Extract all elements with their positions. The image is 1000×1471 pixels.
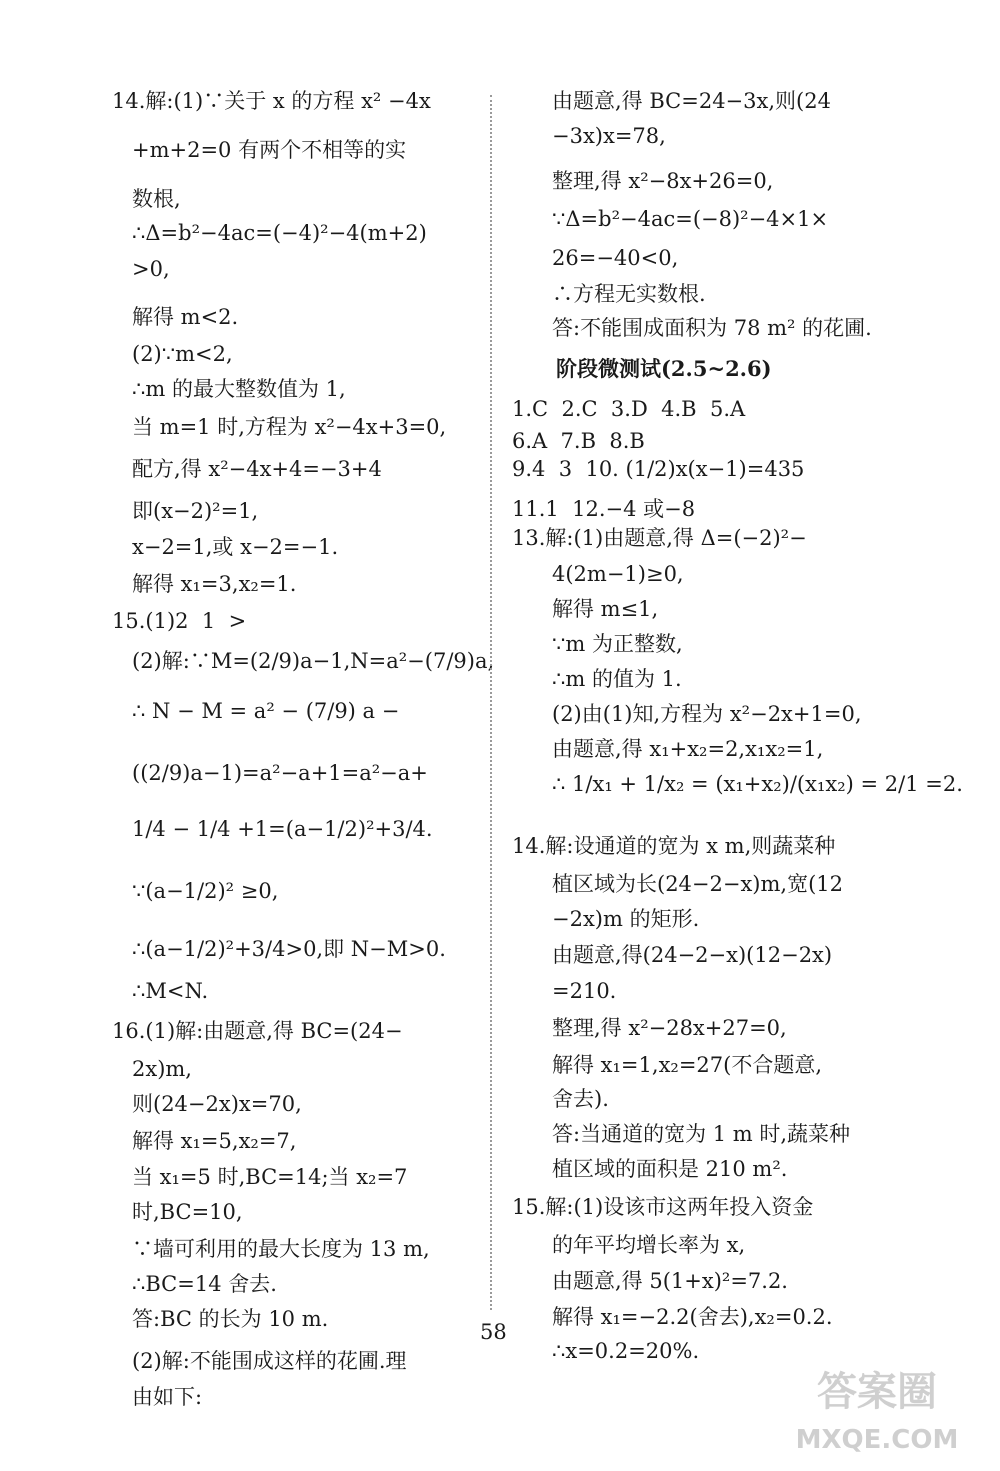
- right-text-line: 整理,得 x²−28x+27=0,: [552, 1016, 787, 1040]
- left-text-line: 解得 x₁=5,x₂=7,: [132, 1129, 297, 1153]
- right-text-line: 9.4 3 10. (1/2)x(x−1)=435: [512, 457, 805, 481]
- left-text-line: 则(24−2x)x=70,: [132, 1092, 302, 1116]
- left-text-line: ∵墙可利用的最大长度为 13 m,: [132, 1237, 430, 1261]
- left-text-line: (2)解:∵M=(2/9)a−1,N=a²−(7/9)a,: [132, 649, 495, 673]
- right-text-line: 由题意,得(24−2−x)(12−2x): [552, 943, 833, 967]
- right-text-line: 26=−40<0,: [552, 246, 679, 270]
- right-text-line: 答:当通道的宽为 1 m 时,蔬菜种: [552, 1122, 851, 1146]
- left-text-line: 由如下:: [132, 1385, 203, 1409]
- left-text-line: ∴Δ=b²−4ac=(−4)²−4(m+2): [132, 221, 427, 245]
- left-text-line: ∴BC=14 舍去.: [132, 1272, 277, 1296]
- right-text-line: ∴m 的值为 1.: [552, 667, 682, 691]
- right-text-line: 由题意,得 5(1+x)²=7.2.: [552, 1269, 788, 1293]
- right-text-line: 14.解:设通道的宽为 x m,则蔬菜种: [512, 834, 836, 858]
- right-text-line: 整理,得 x²−8x+26=0,: [552, 169, 774, 193]
- right-text-line: 舍去).: [552, 1087, 609, 1111]
- left-text-line: 解得 x₁=3,x₂=1.: [132, 572, 297, 596]
- left-text-line: 解得 m<2.: [132, 305, 239, 329]
- left-text-line: 16.(1)解:由题意,得 BC=(24−: [112, 1019, 403, 1043]
- left-text-line: 答:BC 的长为 10 m.: [132, 1307, 329, 1331]
- right-text-line: −3x)x=78,: [552, 124, 666, 148]
- right-text-line: 植区域的面积是 210 m².: [552, 1157, 788, 1181]
- right-text-line: ∴x=0.2=20%.: [552, 1339, 700, 1363]
- right-text-line: 植区域为长(24−2−x)m,宽(12: [552, 872, 844, 896]
- right-text-line: 的年平均增长率为 x,: [552, 1233, 746, 1257]
- left-text-line: ∴(a−1/2)²+3/4>0,即 N−M>0.: [132, 937, 446, 961]
- left-text-line: x−2=1,或 x−2=−1.: [132, 535, 339, 559]
- left-text-line: ((2/9)a−1)=a²−a+1=a²−a+: [132, 761, 428, 785]
- left-text-line: ∴M<N.: [132, 979, 209, 1003]
- right-text-line: ∵m 为正整数,: [552, 632, 683, 656]
- right-text-line: ∵Δ=b²−4ac=(−8)²−4×1×: [552, 207, 829, 231]
- right-text-line: 15.解:(1)设该市这两年投入资金: [512, 1195, 814, 1219]
- left-text-line: 时,BC=10,: [132, 1200, 243, 1224]
- left-text-line: 14.解:(1)∵关于 x 的方程 x² −4x: [112, 89, 431, 113]
- right-text-line: 11.1 12.−4 或−8: [512, 497, 696, 521]
- right-text-line: ∴方程无实数根.: [552, 282, 706, 306]
- watermark-url: MXQE.COM: [795, 1425, 959, 1455]
- right-text-line: 1.C 2.C 3.D 4.B 5.A: [512, 397, 746, 421]
- watermark-logo: [772, 1343, 982, 1463]
- left-text-line: 15.(1)2 1 >: [112, 609, 247, 633]
- left-text-line: 当 x₁=5 时,BC=14;当 x₂=7: [132, 1165, 408, 1189]
- right-text-line: 阶段微测试(2.5~2.6): [556, 356, 772, 381]
- left-text-line: ∴ N − M = a² − (7/9) a −: [132, 699, 400, 723]
- left-text-line: (2)解:不能围成这样的花圃.理: [132, 1349, 407, 1373]
- right-text-line: ∴ 1/x₁ + 1/x₂ = (x₁+x₂)/(x₁x₂) = 2/1 =2.: [552, 772, 963, 796]
- right-text-line: 由题意,得 BC=24−3x,则(24: [552, 89, 831, 113]
- column-divider: [490, 95, 492, 1310]
- left-text-line: 2x)m,: [132, 1057, 192, 1081]
- right-text-line: 解得 m≤1,: [552, 597, 659, 621]
- left-text-line: >0,: [132, 257, 170, 281]
- left-text-line: +m+2=0 有两个不相等的实: [132, 138, 407, 162]
- left-text-line: (2)∵m<2,: [132, 342, 233, 366]
- left-text-line: 配方,得 x²−4x+4=−3+4: [132, 457, 382, 481]
- watermark-title: 答案圈: [817, 1369, 937, 1415]
- right-text-line: 答:不能围成面积为 78 m² 的花圃.: [552, 316, 872, 340]
- left-text-line: 当 m=1 时,方程为 x²−4x+3=0,: [132, 415, 447, 439]
- left-text-line: ∴m 的最大整数值为 1,: [132, 377, 346, 401]
- right-text-line: 6.A 7.B 8.B: [512, 429, 645, 453]
- page-number: 58: [480, 1320, 507, 1344]
- right-text-line: −2x)m 的矩形.: [552, 907, 700, 931]
- left-text-line: 1/4 − 1/4 +1=(a−1/2)²+3/4.: [132, 817, 433, 841]
- right-text-line: (2)由(1)知,方程为 x²−2x+1=0,: [552, 702, 862, 726]
- left-text-line: 即(x−2)²=1,: [132, 499, 259, 523]
- right-text-line: 解得 x₁=1,x₂=27(不合题意,: [552, 1053, 823, 1077]
- right-text-line: 由题意,得 x₁+x₂=2,x₁x₂=1,: [552, 737, 824, 761]
- right-text-line: 解得 x₁=−2.2(舍去),x₂=0.2.: [552, 1305, 833, 1329]
- left-text-line: 数根,: [132, 187, 181, 211]
- left-text-line: ∵(a−1/2)² ≥0,: [132, 879, 279, 903]
- right-text-line: 4(2m−1)≥0,: [552, 562, 684, 586]
- right-text-line: =210.: [552, 979, 617, 1003]
- right-text-line: 13.解:(1)由题意,得 Δ=(−2)²−: [512, 526, 807, 550]
